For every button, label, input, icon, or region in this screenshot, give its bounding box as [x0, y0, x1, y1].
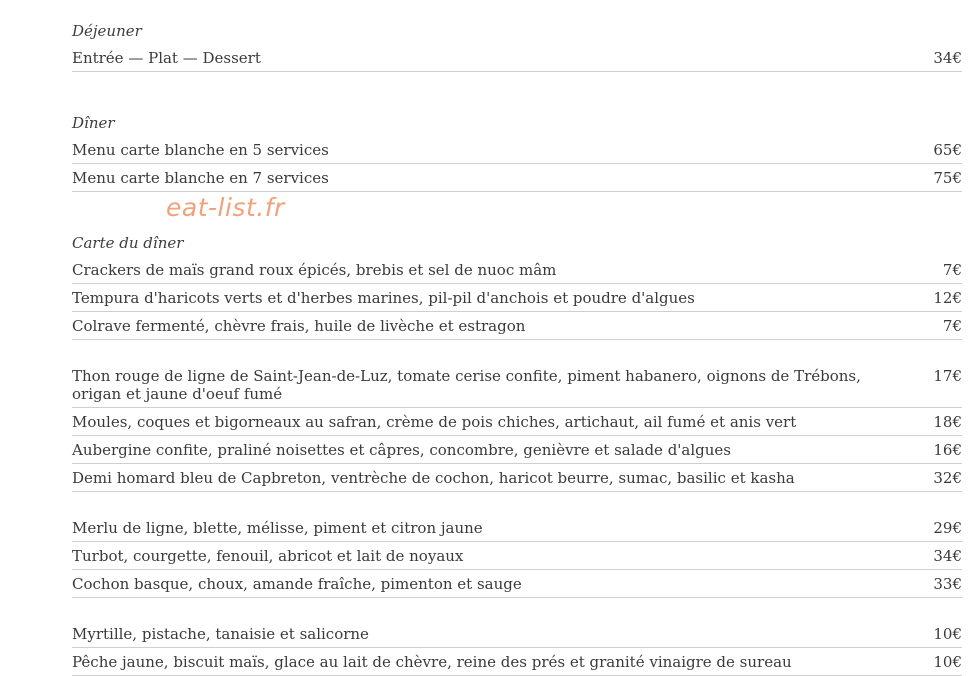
watermark: eat-list.fr [166, 193, 285, 222]
item-name: Turbot, courgette, fenouil, abricot et lait de noyaux [72, 547, 464, 565]
item-name: Menu carte blanche en 7 services [72, 169, 329, 187]
item-price: 32€ [933, 469, 962, 487]
item-price: 7€ [942, 317, 962, 335]
item-price: 16€ [933, 441, 962, 459]
section-title-carte-du-diner: Carte du dîner [72, 234, 184, 252]
item-name: Merlu de ligne, blette, mélisse, piment et citron jaune [72, 519, 483, 537]
menu-item [72, 44, 962, 72]
item-price: 29€ [933, 519, 962, 537]
item-name: Tempura d'haricots verts et d'herbes marines, pil-pil d'anchois et poudre d'algues [72, 289, 695, 307]
item-price: 34€ [933, 547, 962, 565]
menu-item [72, 464, 962, 492]
menu-item [72, 620, 962, 648]
item-name: Aubergine confite, praliné noisettes et câpres, concombre, genièvre et salade d'algues [72, 441, 732, 459]
menu-item [72, 312, 962, 340]
item-name: Pêche jaune, biscuit maïs, glace au lait de chèvre, reine des prés et granité vinaigre de sureau [72, 653, 792, 671]
item-price: 10€ [933, 625, 962, 643]
item-name: Thon rouge de ligne de Saint-Jean-de-Luz, tomate cerise confite, piment habanero, oignons de Trébons, origan et jaune d'oeuf fumé [72, 367, 861, 403]
section-title-dejeuner: Déjeuner [72, 22, 142, 40]
item-name: Entrée — Plat — Dessert [72, 49, 261, 67]
menu-item [72, 136, 962, 164]
menu-item [72, 362, 962, 408]
menu-item [72, 436, 962, 464]
menu-item [72, 284, 962, 312]
item-name: Colrave fermenté, chèvre frais, huile de livèche et estragon [72, 317, 526, 335]
item-name: Myrtille, pistache, tanaisie et salicorne [72, 625, 369, 643]
menu-item [72, 542, 962, 570]
item-name: Moules, coques et bigorneaux au safran, crème de pois chiches, artichaut, ail fumé et anis vert [72, 413, 797, 431]
item-name: Crackers de maïs grand roux épicés, brebis et sel de nuoc mâm [72, 261, 557, 279]
menu [72, 18, 962, 676]
item-price: 10€ [933, 653, 962, 671]
item-price: 12€ [933, 289, 962, 307]
item-price: 65€ [933, 141, 962, 159]
item-price: 34€ [933, 49, 962, 67]
item-name: Demi homard bleu de Capbreton, ventrèche de cochon, haricot beurre, sumac, basilic et kasha [72, 469, 795, 487]
item-price: 7€ [942, 261, 962, 279]
menu-item [72, 570, 962, 598]
item-price: 33€ [933, 575, 962, 593]
item-price: 75€ [933, 169, 962, 187]
menu-item [72, 256, 962, 284]
menu-item [72, 164, 962, 192]
item-name: Menu carte blanche en 5 services [72, 141, 329, 159]
item-price: 17€ [933, 367, 962, 385]
menu-item [72, 408, 962, 436]
item-price: 18€ [933, 413, 962, 431]
menu-item [72, 648, 962, 676]
item-name: Cochon basque, choux, amande fraîche, pimenton et sauge [72, 575, 522, 593]
section-title-diner: Dîner [72, 114, 115, 132]
menu-item [72, 514, 962, 542]
